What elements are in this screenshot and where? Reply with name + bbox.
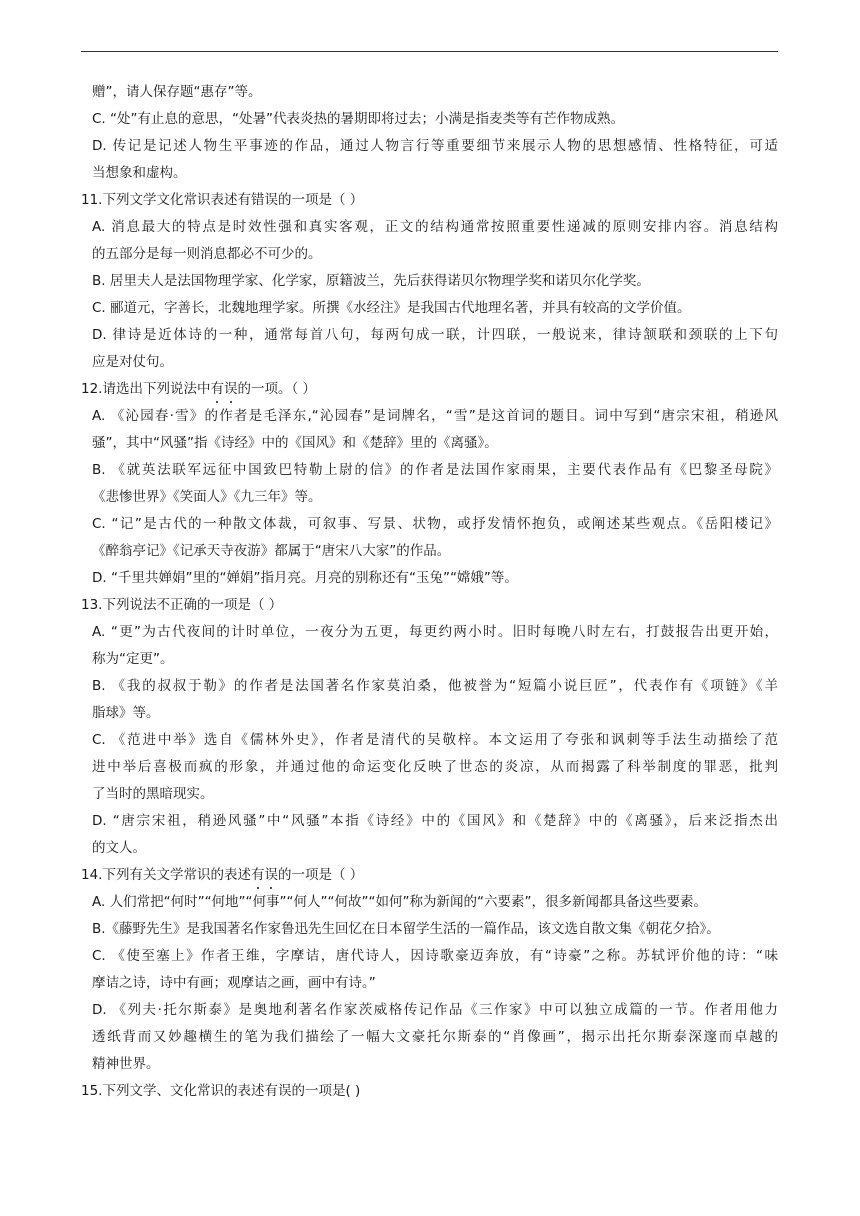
q11-option-c: C. 郦道元，字善长，北魏地理学家。所撰《水经注》是我国古代地理名著，并具有较高的文学价值。	[92, 300, 691, 316]
q11-option-b: B. 居里夫人是法国物理学家、化学家，原籍波兰，先后获得诺贝尔物理学奖和诺贝尔化学奖。	[92, 273, 650, 289]
q13-option-a-line1: A. “更”为古代夜间的计时单位，一夜分为五更，每更约两小时。旧时每晚八时左右，打鼓报告出更开始，	[92, 624, 778, 640]
q14-title-prefix: 14.下列有关文学常识的表述	[81, 867, 251, 883]
q13-option-b-line2: 脂球》等。	[92, 705, 160, 721]
q12-title	[81, 376, 778, 403]
q12-option-a-line1: A. 《沁园春·雪》的作者是毛泽东,“沁园春”是词牌名，“雪”是这首词的题目。词中写到“唐宗宋祖，稍逊风	[92, 408, 778, 424]
q14-title	[81, 862, 778, 889]
q13-option-d-line2: 的文人。	[92, 840, 146, 856]
q13-option-a-line2: 称为“定更”。	[92, 651, 174, 667]
q15-title: 15.下列文学、文化常识的表述有误的一项是( )	[81, 1083, 361, 1099]
header-rule	[81, 51, 778, 52]
exam-page-body	[81, 79, 778, 1105]
q12-option-a-line2: 骚”，其中“风骚”指《诗经》中的《国风》和《楚辞》里的《离骚》。	[92, 435, 498, 451]
q14-option-d-line2: 透纸背而又妙趣横生的笔为我们描绘了一幅大文豪托尔斯泰的“肖像画”，揭示出托尔斯泰深邃而卓越的	[92, 1029, 778, 1045]
q10-option-c: C. “处”有止息的意思，“处暑”代表炎热的暑期即将过去；小满是指麦类等有芒作物成熟。	[92, 111, 624, 127]
q13-option-c-line1: C. 《范进中举》选自《儒林外史》，作者是清代的吴敬梓。本文运用了夸张和讽刺等手法生动描绘了范	[92, 732, 778, 748]
q12-option-c-line2: 《醉翁亭记》《记承天寺夜游》都属于“唐宋八大家”的作品。	[92, 543, 451, 559]
q12-option-c-line1: C. “记”是古代的一种散文体裁，可叙事、写景、状物，或抒发情怀抱负，或阐述某些观点。《岳阳楼记》	[92, 516, 778, 532]
q12-option-d: D. “千里共婵娟”里的“婵娟”指月亮。月亮的别称还有“玉兔”“嫦娥”等。	[92, 570, 518, 586]
q13-option-c-line3: 了当时的黑暗现实。	[92, 786, 214, 802]
q12-emphasis-char-1: 有	[210, 376, 224, 403]
q10-option-d-line1: D. 传记是记述人物生平事迹的作品，通过人物言行等重要细节来展示人物的思想感情、性格特征，可适	[92, 138, 778, 154]
q14-option-c-line1: C. 《使至塞上》作者王维，字摩诘，唐代诗人，因诗歌豪迈奔放，有“诗豪”之称。苏轼评价他的诗：“味	[92, 948, 778, 964]
q14-emphasis-char-1: 有	[251, 862, 265, 889]
q14-option-d-line1: D. 《列夫·托尔斯泰》是奥地利著名作家茨威格传记作品《三作家》中可以独立成篇的一节。作者用他力	[92, 1002, 778, 1018]
q14-title-suffix: 的一项是（ ）	[277, 867, 364, 883]
q11-title: 11.下列文学文化常识表述有错误的一项是（ ）	[81, 192, 364, 208]
q14-emphasis-char-2: 误	[264, 862, 278, 889]
q12-title-suffix: 的一项。（ ）	[237, 381, 317, 397]
q13-title: 13.下列说法不正确的一项是（ ）	[81, 597, 283, 613]
q10-option-d-line2: 当想象和虚构。	[92, 165, 187, 181]
q13-option-d-line1: D. “唐宗宋祖，稍逊风骚”中“风骚”本指《诗经》中的《国风》和《楚辞》中的《离骚》，后来泛指杰出	[92, 813, 778, 829]
q12-title-prefix: 12.请选出下列说法中	[81, 381, 211, 397]
q13-option-b-line1: B. 《我的叔叔于勒》的作者是法国著名作家莫泊桑，他被誉为“短篇小说巨匠”，代表作有《项链》《羊	[92, 678, 778, 694]
q12-option-b-line2: 《悲惨世界》《笑面人》《九三年》等。	[92, 489, 322, 505]
q12-emphasis-char-2: 误	[224, 376, 238, 403]
q12-option-b-line1: B. 《就英法联军远征中国致巴特勒上尉的信》的作者是法国作家雨果，主要代表作品有《巴黎圣母院》	[92, 462, 778, 478]
q14-option-a: A. 人们常把“何时”“何地”“何事”“何人”“何故”“如何”称为新闻的“六要素”，很多新闻都具备这些要素。	[92, 894, 707, 910]
q10-option-b-continuation: 赠”，请人保存题“惠存”等。	[92, 84, 262, 100]
q11-option-d-line1: D. 律诗是近体诗的一种，通常每首八句，每两句成一联，计四联，一般说来，律诗颔联和颈联的上下句	[92, 327, 778, 343]
q14-option-c-line2: 摩诘之诗，诗中有画；观摩诘之画，画中有诗。”	[92, 975, 376, 991]
q14-option-b: B.《藤野先生》是我国著名作家鲁迅先生回忆在日本留学生活的一篇作品，该文选自散文集《朝花夕拾》。	[92, 921, 720, 937]
q11-option-d-line2: 应是对仗句。	[92, 354, 173, 370]
q11-option-a-line2: 的五部分是每一则消息都必不可少的。	[92, 246, 322, 262]
q13-option-c-line2: 进中举后喜极而疯的形象，并通过他的命运变化反映了世态的炎凉，从而揭露了科举制度的罪恶，批判	[92, 759, 778, 775]
q11-option-a-line1: A. 消息最大的特点是时效性强和真实客观，正文的结构通常按照重要性递减的原则安排内容。消息结构	[92, 219, 778, 235]
q14-option-d-line3: 精神世界。	[92, 1056, 160, 1072]
